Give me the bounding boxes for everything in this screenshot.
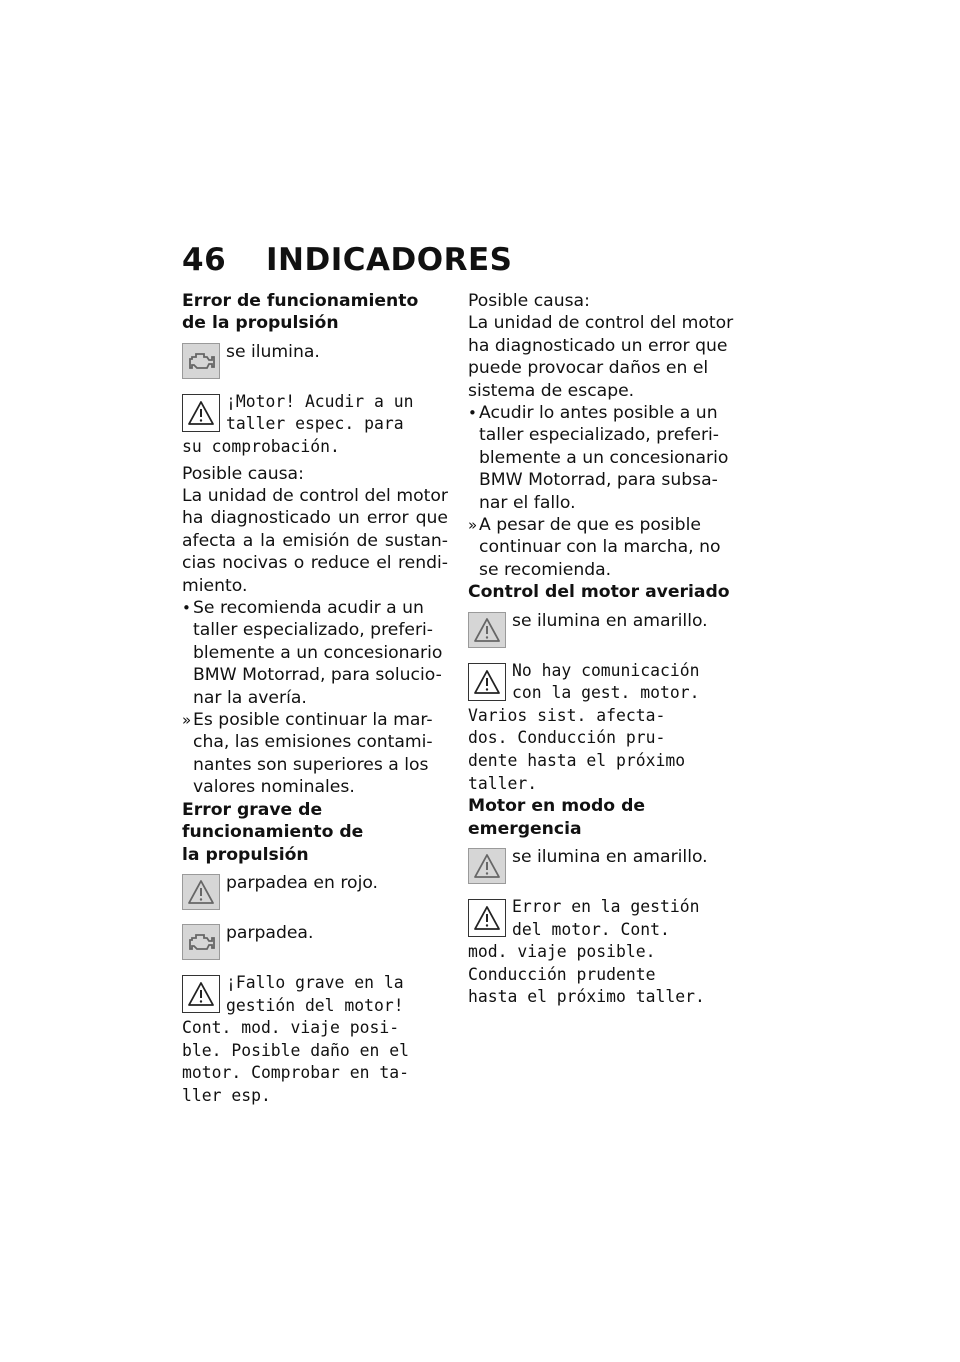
indicator-triangle-red [182, 871, 448, 916]
list-item-text: Acudir lo antes posible a un taller especializado, preferi- blemente a un concesionario BMW Motorrad, para subsa- nar el fallo. [479, 403, 729, 513]
cause-heading: Posible causa: [468, 291, 590, 311]
indicator-triangle-amber [468, 609, 736, 654]
indicator-label: se ilumina en amarillo. [512, 610, 708, 631]
indicator-label: parpadea. [226, 922, 314, 943]
display-message [182, 972, 448, 1108]
list-item [468, 514, 736, 581]
chapter-title: INDICADORES [266, 242, 513, 278]
cause-text: La unidad de control del motor ha diagnosticado un error que puede provocar daños en el sistema de escape. [468, 313, 734, 401]
cause-heading: Posible causa: [182, 463, 304, 484]
warning-triangle-icon [182, 874, 220, 910]
list-item [182, 709, 448, 799]
section-title-engine-control-failure: Control del motor averiado [468, 582, 730, 603]
page-header [182, 240, 512, 280]
display-message-text: No hay comunicación con la gest. motor. Varios sist. afecta- dos. Conducción pru- dente hasta el próximo taller. [468, 660, 700, 793]
section-title-emergency-mode: Motor en modo de emergencia [468, 796, 646, 839]
indicator-label: parpadea en rojo. [226, 872, 379, 893]
display-message-text: ¡Motor! Acudir a un taller espec. para su comprobación. [182, 391, 414, 456]
indicator-engine-lit [182, 340, 448, 385]
indicator-engine-flashing [182, 921, 448, 966]
display-warning-icon [182, 975, 220, 1013]
section-title-drive-malfunction: Error de funcionamiento de la propulsión [182, 291, 419, 334]
display-message-text: Error en la gestión del motor. Cont. mod. viaje posible. Conducción prudente hasta el próximo taller. [468, 897, 705, 1007]
page-number: 46 [182, 242, 227, 278]
display-warning-icon [468, 899, 506, 937]
list-item [468, 402, 736, 514]
recommendation-list [468, 402, 736, 581]
bullet-dot: • [468, 404, 477, 423]
indicator-triangle-amber [468, 845, 736, 890]
recommendation-list [182, 597, 448, 799]
display-warning-icon [182, 394, 220, 432]
indicator-label: se ilumina. [226, 341, 320, 362]
display-message-text: ¡Fallo grave en la gestión del motor! Cont. mod. viaje posi- ble. Posible daño en el motor. Comprobar en ta- ller esp. [182, 972, 409, 1105]
engine-warning-icon [182, 343, 220, 379]
display-message [182, 391, 448, 459]
bullet-arrow: » [468, 516, 478, 535]
list-item [182, 597, 448, 709]
cause-text: La unidad de control del motor ha diagnosticado un error que afecta a la emisión de sustan- cias nocivas o reduce el rendi- miento. [182, 486, 448, 596]
engine-warning-icon [182, 924, 220, 960]
list-item-text: A pesar de que es posible continuar con la marcha, no se recomienda. [479, 515, 721, 580]
list-item-text: Es posible continuar la mar- cha, las emisiones contami- nantes son superiores a los valores nominales. [193, 710, 433, 798]
bullet-arrow: » [182, 711, 192, 730]
display-message [468, 660, 736, 796]
bullet-dot: • [182, 599, 191, 618]
section-title-severe-malfunction: Error grave de funcionamiento de la propulsión [182, 799, 364, 865]
warning-triangle-icon [468, 848, 506, 884]
right-column [468, 290, 736, 1009]
display-message [468, 896, 736, 1009]
list-item-text: Se recomienda acudir a un taller especializado, preferi- blemente a un concesionario BMW Motorrad, para solucio- nar la avería. [193, 598, 443, 708]
left-column [182, 290, 448, 1107]
display-warning-icon [468, 663, 506, 701]
indicator-label: se ilumina en amarillo. [512, 847, 708, 868]
warning-triangle-icon [468, 612, 506, 648]
